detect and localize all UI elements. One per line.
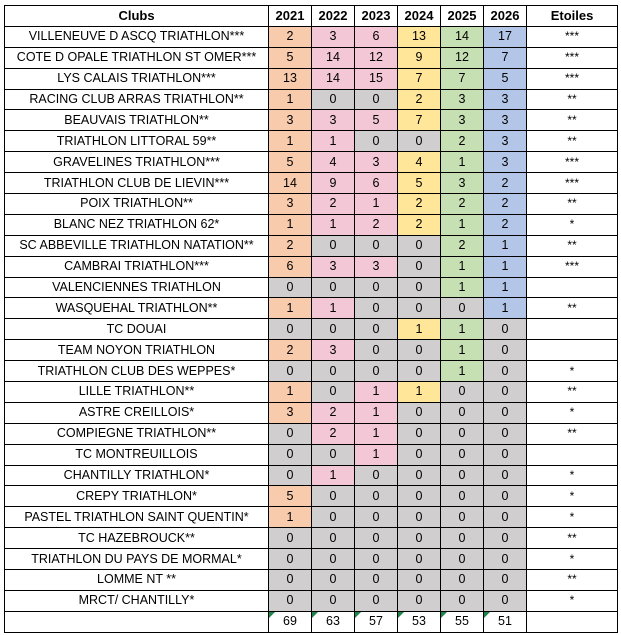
formula-warning-icon bbox=[355, 612, 361, 618]
club-name-cell[interactable]: CREPY TRIATHLON* bbox=[5, 486, 269, 507]
stars-cell[interactable]: * bbox=[527, 361, 618, 382]
value-cell-2026[interactable]: 0 bbox=[484, 361, 527, 382]
value-cell-2023[interactable]: 0 bbox=[355, 89, 398, 110]
total-value: 55 bbox=[455, 614, 469, 629]
stars-cell[interactable]: *** bbox=[527, 26, 618, 47]
value-cell-2026[interactable]: 17 bbox=[484, 26, 527, 47]
value-cell-2021[interactable]: 1 bbox=[269, 382, 312, 403]
header-2026[interactable]: 2026 bbox=[484, 6, 527, 27]
value-cell-2026[interactable]: 1 bbox=[484, 298, 527, 319]
stars-cell[interactable]: ** bbox=[527, 570, 618, 591]
value-cell-2021[interactable]: 1 bbox=[269, 298, 312, 319]
value-cell-2026[interactable]: 0 bbox=[484, 549, 527, 570]
table-row bbox=[5, 423, 618, 444]
club-name-cell[interactable]: TRIATHLON CLUB DE LIEVIN*** bbox=[5, 173, 269, 194]
value-cell-2021[interactable]: 5 bbox=[269, 486, 312, 507]
table-row bbox=[5, 152, 618, 173]
value-cell-2022[interactable]: 0 bbox=[312, 361, 355, 382]
value-cell-2022[interactable]: 0 bbox=[312, 528, 355, 549]
club-name-cell[interactable]: CAMBRAI TRIATHLON*** bbox=[5, 256, 269, 277]
value-cell-2026[interactable]: 2 bbox=[484, 214, 527, 235]
value-cell-2023[interactable]: 0 bbox=[355, 465, 398, 486]
stars-cell[interactable]: ** bbox=[527, 89, 618, 110]
table-row bbox=[5, 235, 618, 256]
value-cell-2021[interactable]: 5 bbox=[269, 47, 312, 68]
total-cell-2025[interactable] bbox=[441, 611, 484, 632]
table-row bbox=[5, 256, 618, 277]
value-cell-2026[interactable]: 0 bbox=[484, 319, 527, 340]
total-value: 57 bbox=[369, 614, 383, 629]
club-name-cell[interactable]: TC MONTREUILLOIS bbox=[5, 444, 269, 465]
value-cell-2024[interactable]: 0 bbox=[398, 340, 441, 361]
value-cell-2024[interactable]: 2 bbox=[398, 89, 441, 110]
value-cell-2024[interactable]: 9 bbox=[398, 47, 441, 68]
club-name-cell[interactable]: MRCT/ CHANTILLY* bbox=[5, 590, 269, 611]
formula-warning-icon bbox=[312, 612, 318, 618]
header-2025[interactable]: 2025 bbox=[441, 6, 484, 27]
club-name-cell[interactable]: LOMME NT ** bbox=[5, 570, 269, 591]
value-cell-2026[interactable]: 3 bbox=[484, 152, 527, 173]
value-cell-2025[interactable]: 2 bbox=[441, 235, 484, 256]
value-cell-2022[interactable]: 4 bbox=[312, 152, 355, 173]
value-cell-2021[interactable]: 0 bbox=[269, 528, 312, 549]
table-row bbox=[5, 444, 618, 465]
value-cell-2023[interactable]: 5 bbox=[355, 110, 398, 131]
value-cell-2026[interactable]: 0 bbox=[484, 382, 527, 403]
value-cell-2022[interactable]: 2 bbox=[312, 194, 355, 215]
stars-cell[interactable] bbox=[527, 319, 618, 340]
value-cell-2025[interactable]: 1 bbox=[441, 214, 484, 235]
value-cell-2022[interactable]: 0 bbox=[312, 277, 355, 298]
value-cell-2023[interactable]: 3 bbox=[355, 152, 398, 173]
value-cell-2023[interactable]: 1 bbox=[355, 382, 398, 403]
value-cell-2023[interactable]: 1 bbox=[355, 194, 398, 215]
value-cell-2022[interactable]: 1 bbox=[312, 131, 355, 152]
value-cell-2022[interactable]: 0 bbox=[312, 444, 355, 465]
club-name-cell[interactable]: CHANTILLY TRIATHLON* bbox=[5, 465, 269, 486]
stars-cell[interactable]: * bbox=[527, 507, 618, 528]
value-cell-2025[interactable]: 0 bbox=[441, 528, 484, 549]
value-cell-2025[interactable]: 0 bbox=[441, 423, 484, 444]
value-cell-2021[interactable]: 1 bbox=[269, 131, 312, 152]
value-cell-2024[interactable]: 0 bbox=[398, 465, 441, 486]
value-cell-2021[interactable]: 2 bbox=[269, 26, 312, 47]
value-cell-2026[interactable]: 0 bbox=[484, 444, 527, 465]
club-name-cell[interactable]: SC ABBEVILLE TRIATHLON NATATION** bbox=[5, 235, 269, 256]
value-cell-2025[interactable]: 1 bbox=[441, 361, 484, 382]
value-cell-2026[interactable]: 3 bbox=[484, 89, 527, 110]
value-cell-2022[interactable]: 0 bbox=[312, 570, 355, 591]
club-name-cell[interactable]: PASTEL TRIATHLON SAINT QUENTIN* bbox=[5, 507, 269, 528]
value-cell-2021[interactable]: 6 bbox=[269, 256, 312, 277]
table-row bbox=[5, 319, 618, 340]
value-cell-2024[interactable]: 2 bbox=[398, 214, 441, 235]
value-cell-2023[interactable]: 0 bbox=[355, 549, 398, 570]
value-cell-2026[interactable]: 1 bbox=[484, 256, 527, 277]
value-cell-2022[interactable]: 14 bbox=[312, 47, 355, 68]
club-name-cell[interactable]: BEAUVAIS TRIATHLON** bbox=[5, 110, 269, 131]
header-clubs[interactable]: Clubs bbox=[5, 6, 269, 27]
club-name-cell[interactable]: GRAVELINES TRIATHLON*** bbox=[5, 152, 269, 173]
value-cell-2024[interactable]: 0 bbox=[398, 256, 441, 277]
club-name-cell[interactable]: VALENCIENNES TRIATHLON bbox=[5, 277, 269, 298]
value-cell-2021[interactable]: 5 bbox=[269, 152, 312, 173]
value-cell-2024[interactable]: 0 bbox=[398, 423, 441, 444]
club-name-cell[interactable]: LYS CALAIS TRIATHLON*** bbox=[5, 68, 269, 89]
value-cell-2021[interactable]: 3 bbox=[269, 194, 312, 215]
value-cell-2025[interactable]: 2 bbox=[441, 194, 484, 215]
stars-cell[interactable]: *** bbox=[527, 152, 618, 173]
value-cell-2025[interactable]: 2 bbox=[441, 131, 484, 152]
value-cell-2023[interactable]: 0 bbox=[355, 340, 398, 361]
stars-cell[interactable]: ** bbox=[527, 382, 618, 403]
table-row bbox=[5, 528, 618, 549]
value-cell-2022[interactable]: 1 bbox=[312, 298, 355, 319]
value-cell-2024[interactable]: 7 bbox=[398, 110, 441, 131]
stars-cell[interactable]: *** bbox=[527, 47, 618, 68]
total-value: 53 bbox=[412, 614, 426, 629]
value-cell-2026[interactable]: 0 bbox=[484, 590, 527, 611]
value-cell-2022[interactable]: 3 bbox=[312, 26, 355, 47]
table-row bbox=[5, 173, 618, 194]
table-row bbox=[5, 590, 618, 611]
stars-cell[interactable]: ** bbox=[527, 423, 618, 444]
value-cell-2026[interactable]: 0 bbox=[484, 402, 527, 423]
value-cell-2025[interactable]: 0 bbox=[441, 507, 484, 528]
value-cell-2024[interactable]: 0 bbox=[398, 590, 441, 611]
value-cell-2024[interactable]: 0 bbox=[398, 402, 441, 423]
value-cell-2021[interactable]: 0 bbox=[269, 277, 312, 298]
value-cell-2021[interactable]: 0 bbox=[269, 423, 312, 444]
value-cell-2023[interactable]: 1 bbox=[355, 402, 398, 423]
value-cell-2025[interactable]: 3 bbox=[441, 173, 484, 194]
value-cell-2024[interactable]: 0 bbox=[398, 444, 441, 465]
table-row bbox=[5, 549, 618, 570]
value-cell-2023[interactable]: 0 bbox=[355, 590, 398, 611]
club-name-cell[interactable]: TRIATHLON LITTORAL 59** bbox=[5, 131, 269, 152]
value-cell-2026[interactable]: 2 bbox=[484, 194, 527, 215]
club-name-cell[interactable]: POIX TRIATHLON** bbox=[5, 194, 269, 215]
value-cell-2022[interactable]: 3 bbox=[312, 340, 355, 361]
stars-cell[interactable]: ** bbox=[527, 528, 618, 549]
value-cell-2022[interactable]: 1 bbox=[312, 214, 355, 235]
value-cell-2026[interactable]: 2 bbox=[484, 173, 527, 194]
value-cell-2024[interactable]: 0 bbox=[398, 486, 441, 507]
value-cell-2026[interactable]: 0 bbox=[484, 570, 527, 591]
value-cell-2022[interactable]: 2 bbox=[312, 423, 355, 444]
club-name-cell[interactable]: LILLE TRIATHLON** bbox=[5, 382, 269, 403]
value-cell-2022[interactable]: 1 bbox=[312, 465, 355, 486]
table-row bbox=[5, 361, 618, 382]
totals-label-cell[interactable] bbox=[5, 611, 269, 632]
total-cell-2022[interactable] bbox=[312, 611, 355, 632]
value-cell-2021[interactable]: 0 bbox=[269, 444, 312, 465]
value-cell-2025[interactable]: 0 bbox=[441, 590, 484, 611]
value-cell-2021[interactable]: 2 bbox=[269, 235, 312, 256]
stars-cell[interactable]: * bbox=[527, 486, 618, 507]
value-cell-2021[interactable]: 1 bbox=[269, 89, 312, 110]
value-cell-2023[interactable]: 0 bbox=[355, 361, 398, 382]
value-cell-2023[interactable]: 0 bbox=[355, 507, 398, 528]
value-cell-2023[interactable]: 12 bbox=[355, 47, 398, 68]
value-cell-2023[interactable]: 15 bbox=[355, 68, 398, 89]
value-cell-2022[interactable]: 0 bbox=[312, 235, 355, 256]
value-cell-2024[interactable]: 4 bbox=[398, 152, 441, 173]
stars-cell[interactable] bbox=[527, 340, 618, 361]
value-cell-2022[interactable]: 3 bbox=[312, 256, 355, 277]
value-cell-2025[interactable]: 0 bbox=[441, 570, 484, 591]
value-cell-2021[interactable]: 0 bbox=[269, 319, 312, 340]
value-cell-2023[interactable]: 0 bbox=[355, 277, 398, 298]
formula-warning-icon bbox=[441, 612, 447, 618]
value-cell-2024[interactable]: 7 bbox=[398, 68, 441, 89]
value-cell-2026[interactable]: 0 bbox=[484, 465, 527, 486]
value-cell-2025[interactable]: 12 bbox=[441, 47, 484, 68]
club-name-cell[interactable]: TRIATHLON DU PAYS DE MORMAL* bbox=[5, 549, 269, 570]
table-row bbox=[5, 214, 618, 235]
club-name-cell[interactable]: COTE D OPALE TRIATHLON ST OMER*** bbox=[5, 47, 269, 68]
value-cell-2026[interactable]: 5 bbox=[484, 68, 527, 89]
table-row bbox=[5, 382, 618, 403]
stars-cell[interactable]: *** bbox=[527, 68, 618, 89]
table-row bbox=[5, 486, 618, 507]
formula-warning-icon bbox=[398, 612, 404, 618]
value-cell-2024[interactable]: 0 bbox=[398, 277, 441, 298]
formula-warning-icon bbox=[269, 612, 275, 618]
value-cell-2026[interactable]: 1 bbox=[484, 277, 527, 298]
value-cell-2024[interactable]: 0 bbox=[398, 549, 441, 570]
value-cell-2022[interactable]: 0 bbox=[312, 549, 355, 570]
value-cell-2023[interactable]: 0 bbox=[355, 298, 398, 319]
stars-cell[interactable]: *** bbox=[527, 256, 618, 277]
totals-row bbox=[5, 611, 618, 632]
value-cell-2022[interactable]: 14 bbox=[312, 68, 355, 89]
value-cell-2026[interactable]: 0 bbox=[484, 340, 527, 361]
total-cell-2023[interactable] bbox=[355, 611, 398, 632]
stars-cell[interactable]: * bbox=[527, 402, 618, 423]
club-name-cell[interactable]: TC HAZEBROUCK** bbox=[5, 528, 269, 549]
table-row bbox=[5, 47, 618, 68]
header-etoiles[interactable]: Etoiles bbox=[527, 6, 618, 27]
value-cell-2025[interactable]: 3 bbox=[441, 110, 484, 131]
value-cell-2024[interactable]: 0 bbox=[398, 298, 441, 319]
value-cell-2022[interactable]: 2 bbox=[312, 402, 355, 423]
value-cell-2024[interactable]: 0 bbox=[398, 235, 441, 256]
header-2021[interactable]: 2021 bbox=[269, 6, 312, 27]
value-cell-2026[interactable]: 3 bbox=[484, 131, 527, 152]
value-cell-2025[interactable]: 0 bbox=[441, 298, 484, 319]
value-cell-2025[interactable]: 0 bbox=[441, 444, 484, 465]
value-cell-2021[interactable]: 0 bbox=[269, 465, 312, 486]
value-cell-2022[interactable]: 0 bbox=[312, 382, 355, 403]
stars-cell[interactable]: ** bbox=[527, 110, 618, 131]
stars-cell[interactable]: * bbox=[527, 590, 618, 611]
table-row bbox=[5, 340, 618, 361]
value-cell-2024[interactable]: 0 bbox=[398, 570, 441, 591]
value-cell-2023[interactable]: 2 bbox=[355, 214, 398, 235]
header-2024[interactable]: 2024 bbox=[398, 6, 441, 27]
value-cell-2025[interactable]: 0 bbox=[441, 549, 484, 570]
value-cell-2025[interactable]: 0 bbox=[441, 465, 484, 486]
value-cell-2025[interactable]: 0 bbox=[441, 402, 484, 423]
stars-cell[interactable]: ** bbox=[527, 194, 618, 215]
header-2022[interactable]: 2022 bbox=[312, 6, 355, 27]
value-cell-2022[interactable]: 0 bbox=[312, 507, 355, 528]
value-cell-2024[interactable]: 5 bbox=[398, 173, 441, 194]
value-cell-2021[interactable]: 2 bbox=[269, 340, 312, 361]
value-cell-2022[interactable]: 3 bbox=[312, 110, 355, 131]
club-name-cell[interactable]: RACING CLUB ARRAS TRIATHLON** bbox=[5, 89, 269, 110]
table-row bbox=[5, 194, 618, 215]
value-cell-2025[interactable]: 1 bbox=[441, 340, 484, 361]
formula-warning-icon bbox=[484, 612, 490, 618]
total-value: 69 bbox=[283, 614, 297, 629]
value-cell-2025[interactable]: 0 bbox=[441, 486, 484, 507]
value-cell-2024[interactable]: 2 bbox=[398, 194, 441, 215]
stars-cell[interactable]: * bbox=[527, 549, 618, 570]
stars-cell[interactable] bbox=[527, 277, 618, 298]
table-row bbox=[5, 89, 618, 110]
header-2023[interactable]: 2023 bbox=[355, 6, 398, 27]
value-cell-2023[interactable]: 1 bbox=[355, 423, 398, 444]
value-cell-2021[interactable]: 3 bbox=[269, 110, 312, 131]
total-cell-2024[interactable] bbox=[398, 611, 441, 632]
value-cell-2022[interactable]: 0 bbox=[312, 486, 355, 507]
value-cell-2026[interactable]: 0 bbox=[484, 423, 527, 444]
value-cell-2023[interactable]: 0 bbox=[355, 319, 398, 340]
table-row bbox=[5, 507, 618, 528]
value-cell-2024[interactable]: 1 bbox=[398, 382, 441, 403]
value-cell-2022[interactable]: 9 bbox=[312, 173, 355, 194]
table-row bbox=[5, 277, 618, 298]
value-cell-2023[interactable]: 6 bbox=[355, 173, 398, 194]
value-cell-2021[interactable]: 0 bbox=[269, 570, 312, 591]
value-cell-2023[interactable]: 1 bbox=[355, 444, 398, 465]
value-cell-2024[interactable]: 0 bbox=[398, 507, 441, 528]
stars-cell[interactable]: ** bbox=[527, 131, 618, 152]
value-cell-2024[interactable]: 13 bbox=[398, 26, 441, 47]
value-cell-2021[interactable]: 1 bbox=[269, 507, 312, 528]
total-value: 63 bbox=[326, 614, 340, 629]
value-cell-2025[interactable]: 14 bbox=[441, 26, 484, 47]
value-cell-2023[interactable]: 0 bbox=[355, 131, 398, 152]
value-cell-2026[interactable]: 0 bbox=[484, 486, 527, 507]
clubs-table bbox=[4, 5, 618, 633]
value-cell-2026[interactable]: 3 bbox=[484, 110, 527, 131]
value-cell-2022[interactable]: 0 bbox=[312, 89, 355, 110]
value-cell-2021[interactable]: 1 bbox=[269, 214, 312, 235]
value-cell-2025[interactable]: 1 bbox=[441, 277, 484, 298]
table-row bbox=[5, 402, 618, 423]
table-row bbox=[5, 298, 618, 319]
value-cell-2023[interactable]: 0 bbox=[355, 235, 398, 256]
club-name-cell[interactable]: COMPIEGNE TRIATHLON** bbox=[5, 423, 269, 444]
club-name-cell[interactable]: BLANC NEZ TRIATHLON 62* bbox=[5, 214, 269, 235]
value-cell-2025[interactable]: 0 bbox=[441, 382, 484, 403]
value-cell-2025[interactable]: 1 bbox=[441, 256, 484, 277]
club-name-cell[interactable]: TRIATHLON CLUB DES WEPPES* bbox=[5, 361, 269, 382]
value-cell-2023[interactable]: 6 bbox=[355, 26, 398, 47]
value-cell-2025[interactable]: 7 bbox=[441, 68, 484, 89]
value-cell-2025[interactable]: 1 bbox=[441, 152, 484, 173]
stars-cell[interactable]: ** bbox=[527, 298, 618, 319]
table-row bbox=[5, 110, 618, 131]
value-cell-2026[interactable]: 0 bbox=[484, 528, 527, 549]
total-value: 51 bbox=[498, 614, 512, 629]
value-cell-2026[interactable]: 7 bbox=[484, 47, 527, 68]
total-cell-2021[interactable] bbox=[269, 611, 312, 632]
club-name-cell[interactable]: WASQUEHAL TRIATHLON** bbox=[5, 298, 269, 319]
value-cell-2021[interactable]: 0 bbox=[269, 590, 312, 611]
value-cell-2023[interactable]: 3 bbox=[355, 256, 398, 277]
value-cell-2021[interactable]: 3 bbox=[269, 402, 312, 423]
club-name-cell[interactable]: VILLENEUVE D ASCQ TRIATHLON*** bbox=[5, 26, 269, 47]
stars-cell[interactable] bbox=[527, 444, 618, 465]
value-cell-2026[interactable]: 1 bbox=[484, 235, 527, 256]
table-row bbox=[5, 465, 618, 486]
value-cell-2022[interactable]: 0 bbox=[312, 319, 355, 340]
stars-cell[interactable]: *** bbox=[527, 173, 618, 194]
value-cell-2023[interactable]: 0 bbox=[355, 528, 398, 549]
value-cell-2024[interactable]: 0 bbox=[398, 131, 441, 152]
table-row bbox=[5, 131, 618, 152]
stars-cell[interactable]: ** bbox=[527, 235, 618, 256]
value-cell-2021[interactable]: 13 bbox=[269, 68, 312, 89]
table-row bbox=[5, 570, 618, 591]
club-name-cell[interactable]: ASTRE CREILLOIS* bbox=[5, 402, 269, 423]
total-cell-2026[interactable] bbox=[484, 611, 527, 632]
value-cell-2026[interactable]: 0 bbox=[484, 507, 527, 528]
value-cell-2024[interactable]: 1 bbox=[398, 319, 441, 340]
value-cell-2023[interactable]: 0 bbox=[355, 570, 398, 591]
value-cell-2022[interactable]: 0 bbox=[312, 590, 355, 611]
value-cell-2023[interactable]: 0 bbox=[355, 486, 398, 507]
value-cell-2021[interactable]: 0 bbox=[269, 549, 312, 570]
value-cell-2024[interactable]: 0 bbox=[398, 528, 441, 549]
value-cell-2021[interactable]: 14 bbox=[269, 173, 312, 194]
stars-cell[interactable]: * bbox=[527, 465, 618, 486]
table-row bbox=[5, 26, 618, 47]
table-row bbox=[5, 68, 618, 89]
value-cell-2024[interactable]: 0 bbox=[398, 361, 441, 382]
stars-cell[interactable]: * bbox=[527, 214, 618, 235]
totals-stars-cell[interactable] bbox=[527, 611, 618, 632]
club-name-cell[interactable]: TC DOUAI bbox=[5, 319, 269, 340]
value-cell-2025[interactable]: 1 bbox=[441, 319, 484, 340]
value-cell-2025[interactable]: 3 bbox=[441, 89, 484, 110]
header-row bbox=[5, 6, 618, 27]
table-body bbox=[5, 26, 618, 632]
club-name-cell[interactable]: TEAM NOYON TRIATHLON bbox=[5, 340, 269, 361]
value-cell-2021[interactable]: 0 bbox=[269, 361, 312, 382]
